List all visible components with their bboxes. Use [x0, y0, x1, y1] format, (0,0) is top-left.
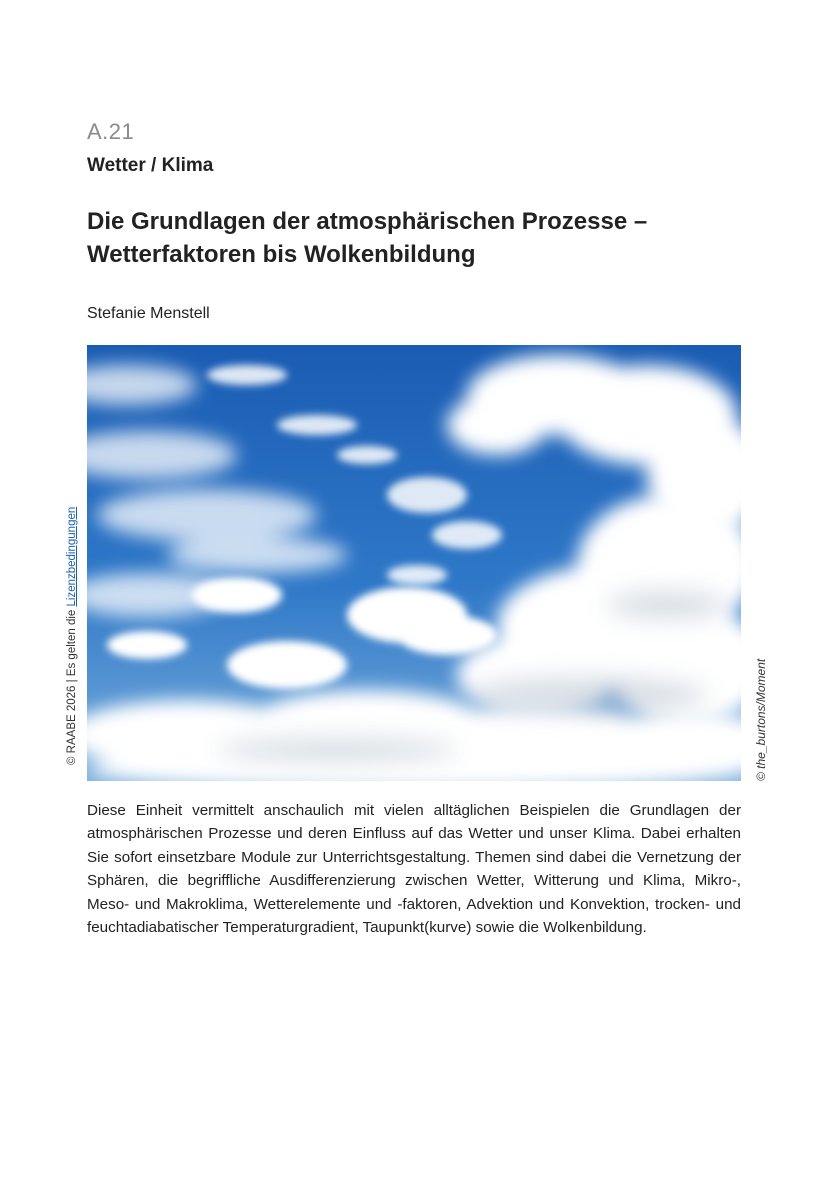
author-name: Stefanie Menstell [87, 305, 210, 322]
sky-clouds-photo [87, 345, 741, 781]
summary-paragraph: Diese Einheit vermittelt anschaulich mit vielen alltäglichen Beispielen die Grundlagen der atmosphärischen Prozesse und deren Einfluss auf das Wetter und unser Klima. Dabei erhalten Sie sofort einsetzbare Module zur Unterrichtsgestaltung. Themen sind dabei die Vernetzung der Sphären, die begriffliche Ausdifferenzierung zwischen Wetter, Witterung und Klima, Mikro-, Meso- und Makroklima, Wetterelemente und -faktoren, Advektion und Konvektion, trocken- und feuchtadiabatischer Temperaturgradient, Taupunkt(kurve) sowie die Wolkenbildung. [87, 802, 741, 937]
photo-credit: © the_burtons/Moment [754, 658, 768, 781]
unit-code: A.21 [87, 119, 135, 144]
license-link[interactable]: Lizenzbedingungen [66, 506, 78, 607]
license-prefix: © RAABE 2026 | Es gelten die [66, 606, 78, 765]
title-line-2: Wetterfaktoren bis Wolkenbildung [87, 241, 476, 268]
license-note [66, 507, 78, 765]
topic-heading: Wetter / Klima [87, 155, 214, 176]
title-line-1: Die Grundlagen der atmosphärischen Prozesse – [87, 208, 648, 235]
page-title [87, 205, 747, 271]
